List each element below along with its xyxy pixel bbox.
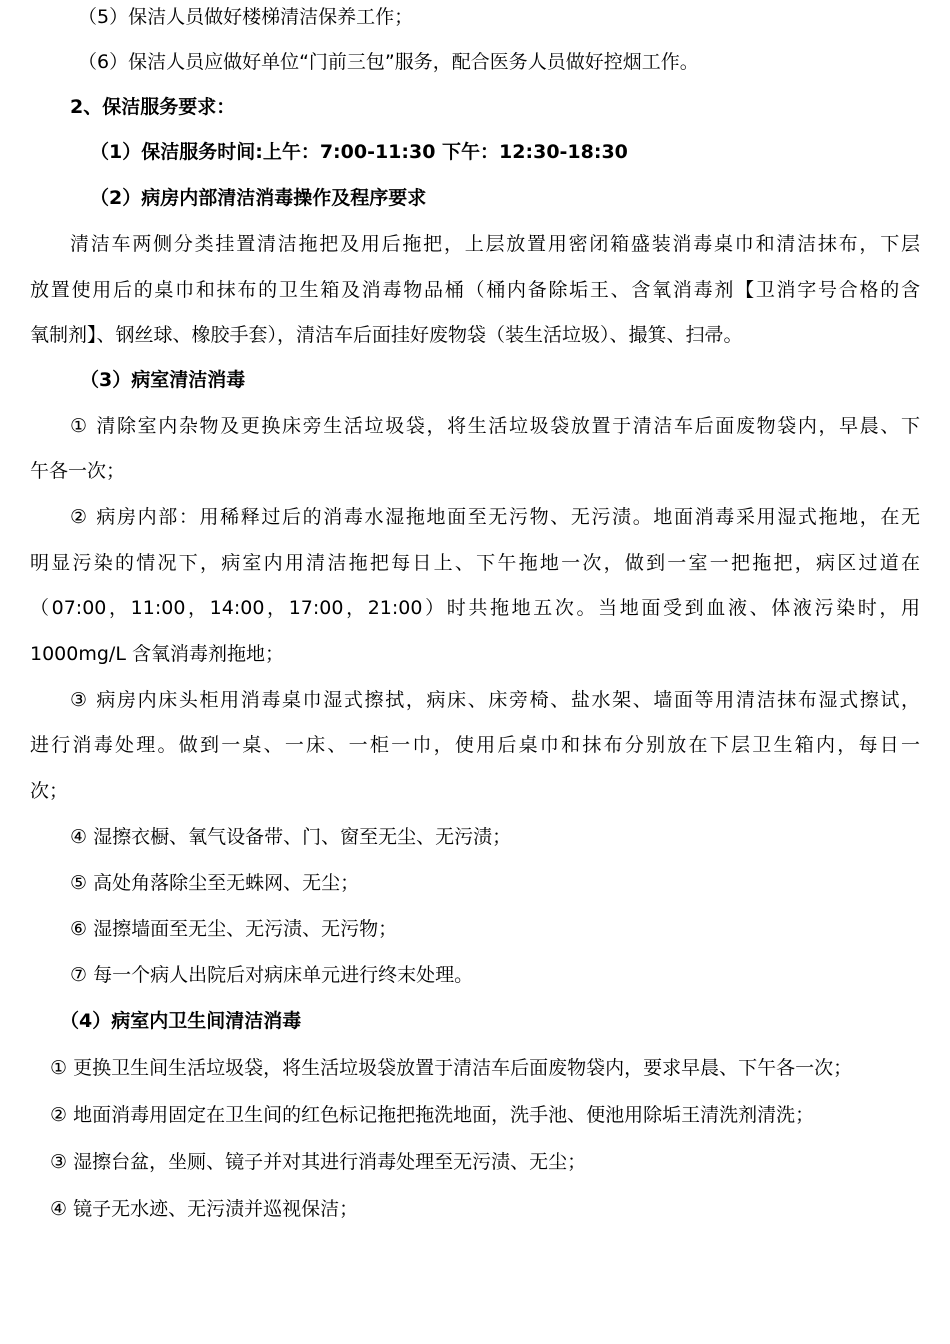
list-item-continuation: （07:00，11:00，14:00，17:00，21:00）时共拖地五次。当地面受到血液、体液污染时，用 [30, 597, 920, 619]
list-item-continuation: 次； [30, 780, 69, 802]
list-item: ① 清除室内杂物及更换床旁生活垃圾袋，将生活垃圾袋放置于清洁车后面废物袋内，早晨、下 [70, 415, 920, 437]
list-item-continuation: 明显污染的情况下，病室内用清洁拖把每日上、下午拖地一次，做到一室一把拖把，病区过道在 [30, 552, 920, 574]
list-item: ⑦ 每一个病人出院后对病床单元进行终末处理。 [70, 964, 474, 986]
list-item-continuation: 1000mg/L 含氧消毒剂拖地； [30, 643, 284, 665]
paragraph-line: 放置使用后的桌巾和抹布的卫生箱及消毒物品桶（桶内备除垢王、含氧消毒剂【卫消字号合格的含 [30, 279, 920, 301]
list-item-6: （6）保洁人员应做好单位“门前三包”服务，配合医务人员做好控烟工作。 [78, 51, 699, 73]
subheading-ward-disinfection: （3）病室清洁消毒 [80, 369, 246, 391]
list-item: ③ 病房内床头柜用消毒桌巾湿式擦拭，病床、床旁椅、盐水架、墙面等用清洁抹布湿式擦试， [70, 689, 920, 711]
paragraph-line: 清洁车两侧分类挂置清洁拖把及用后拖把，上层放置用密闭箱盛装消毒桌巾和清洁抹布，下层 [70, 233, 920, 255]
subheading-ward-cleaning-procedure: （2）病房内部清洁消毒操作及程序要求 [90, 187, 427, 209]
paragraph-line: 氧制剂】、钢丝球、橡胶手套），清洁车后面挂好废物袋（装生活垃圾）、撮箕、扫帚。 [30, 324, 743, 346]
list-item: ⑤ 高处角落除尘至无蛛网、无尘； [70, 872, 360, 894]
list-item: ⑥ 湿擦墙面至无尘、无污渍、无污物； [70, 918, 398, 940]
list-item-5: （5）保洁人员做好楼梯清洁保养工作； [78, 6, 414, 28]
section-heading-service-requirements: 2、保洁服务要求： [70, 96, 236, 118]
list-item: ② 病房内部：用稀释过后的消毒水湿拖地面至无污物、无污渍。地面消毒采用湿式拖地，在无 [70, 506, 920, 528]
list-item: ④ 湿擦衣橱、氧气设备带、门、窗至无尘、无污渍； [70, 826, 512, 848]
subheading-bathroom-disinfection: （4）病室内卫生间清洁消毒 [60, 1010, 302, 1032]
list-item: ③ 湿擦台盆，坐厕、镜子并对其进行消毒处理至无污渍、无尘； [50, 1151, 587, 1173]
list-item: ④ 镜子无水迹、无污渍并巡视保洁； [50, 1198, 359, 1220]
list-item-continuation: 进行消毒处理。做到一桌、一床、一柜一巾，使用后桌巾和抹布分别放在下层卫生箱内，每日一 [30, 734, 920, 756]
list-item: ① 更换卫生间生活垃圾袋，将生活垃圾袋放置于清洁车后面废物袋内，要求早晨、下午各一次； [50, 1057, 853, 1079]
subheading-service-hours: （1）保洁服务时间:上午：7:00-11:30 下午：12:30-18:30 [90, 141, 628, 163]
list-item-continuation: 午各一次； [30, 460, 126, 482]
list-item: ② 地面消毒用固定在卫生间的红色标记拖把拖洗地面，洗手池、便池用除垢王清洗剂清洗； [50, 1104, 815, 1126]
